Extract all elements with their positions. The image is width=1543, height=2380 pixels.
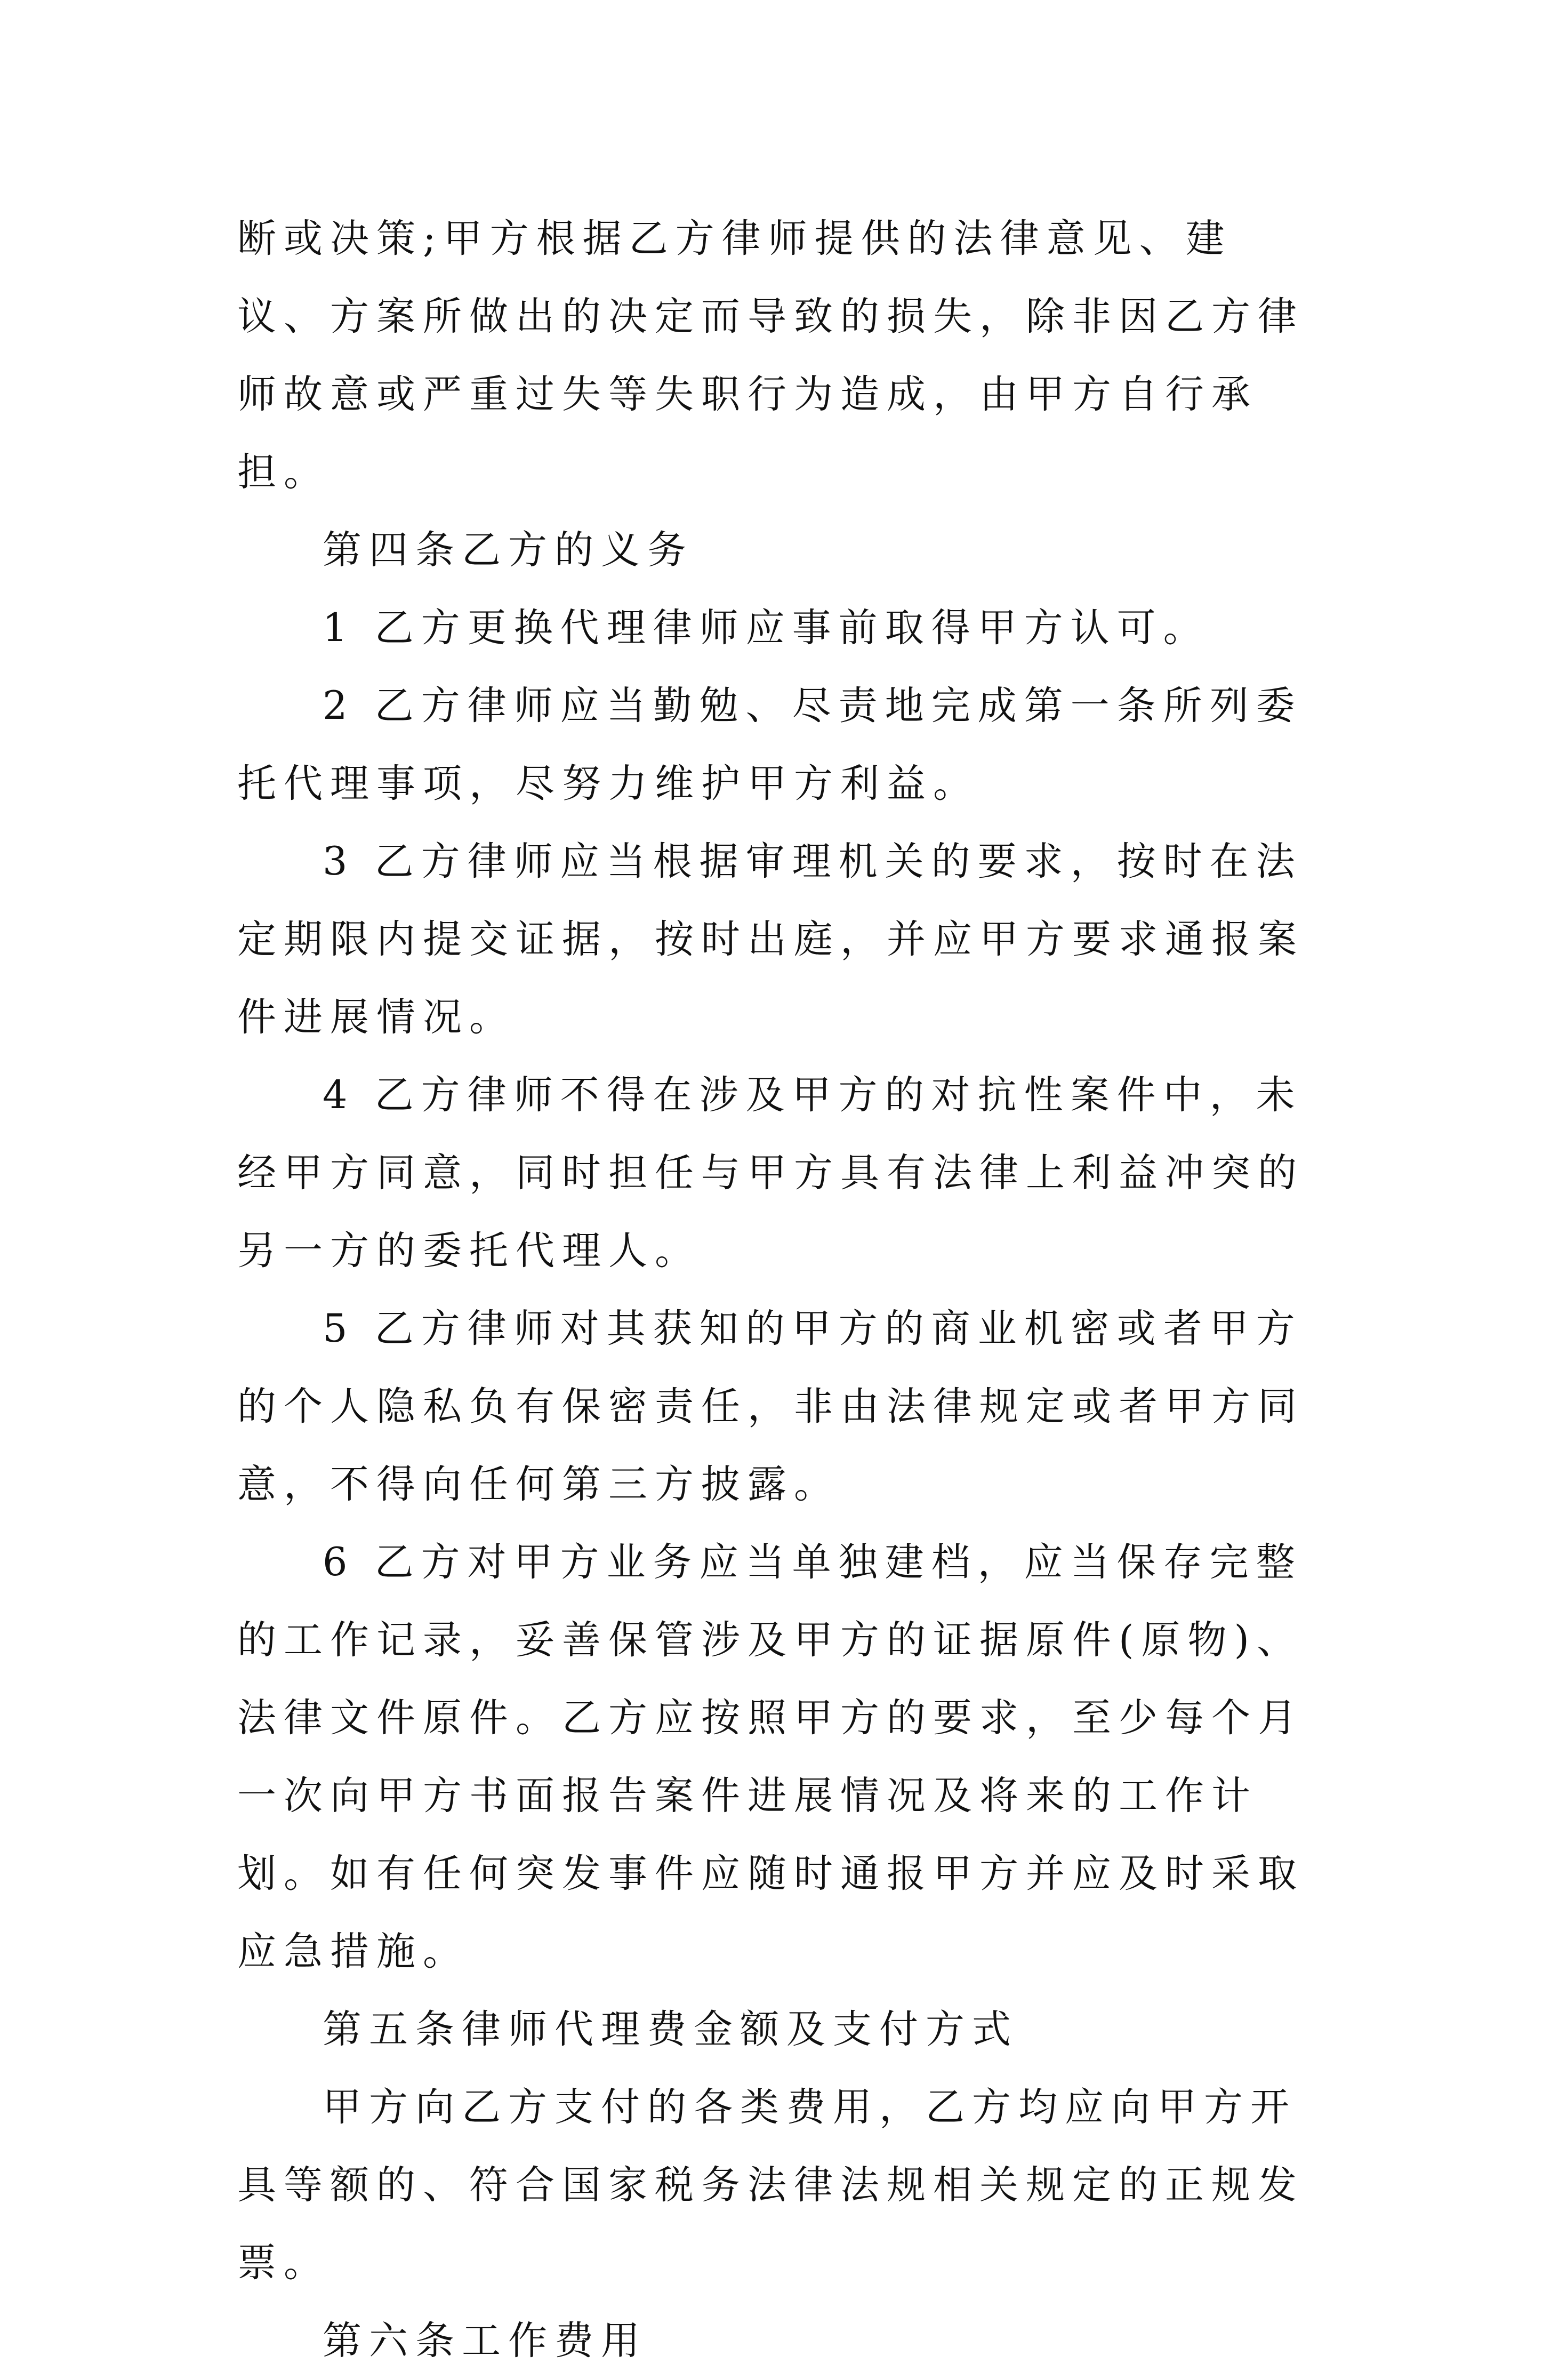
- section-heading: 第六条工作费用: [323, 2318, 647, 2363]
- paragraph: 1 乙方更换代理律师应事前取得甲方认可。: [323, 605, 1210, 651]
- paragraph: 2 乙方律师应当勤勉、尽责地完成第一条所列委托代理事项，尽努力维护甲方利益。: [237, 683, 1303, 806]
- paragraph: 5 乙方律师对其获知的甲方的商业机密或者甲方的个人隐私负有保密责任，非由法律规定或者甲方同意，不得向任何第三方披露。: [237, 1306, 1304, 1507]
- paragraph: 断或决策;甲方根据乙方律师提供的法律意见、建议、方案所做出的决定而导致的损失，除非因乙方律师故意或严重过失等失职行为造成，由甲方自行承担。: [237, 216, 1304, 495]
- section-heading: 第四条乙方的义务: [323, 527, 694, 573]
- document-body: [237, 200, 1314, 2380]
- section-heading: 第五条律师代理费金额及支付方式: [323, 2007, 1018, 2052]
- paragraph: 6 乙方对甲方业务应当单独建档，应当保存完整的工作记录，妥善保管涉及甲方的证据原件(原物)、法律文件原件。乙方应按照甲方的要求，至少每个月一次向甲方书面报告案件进展情况及将来的工作计划。如有任何突发事件应随时通报甲方并应及时采取应急措施。: [237, 1540, 1304, 1974]
- paragraph: 甲方向乙方支付的各类费用，乙方均应向甲方开具等额的、符合国家税务法律法规相关规定的正规发票。: [237, 2085, 1304, 2286]
- paragraph: 4 乙方律师不得在涉及甲方的对抗性案件中，未经甲方同意，同时担任与甲方具有法律上利益冲突的另一方的委托代理人。: [237, 1072, 1304, 1273]
- paragraph: 3 乙方律师应当根据审理机关的要求，按时在法定期限内提交证据，按时出庭，并应甲方要求通报案件进展情况。: [237, 839, 1304, 1040]
